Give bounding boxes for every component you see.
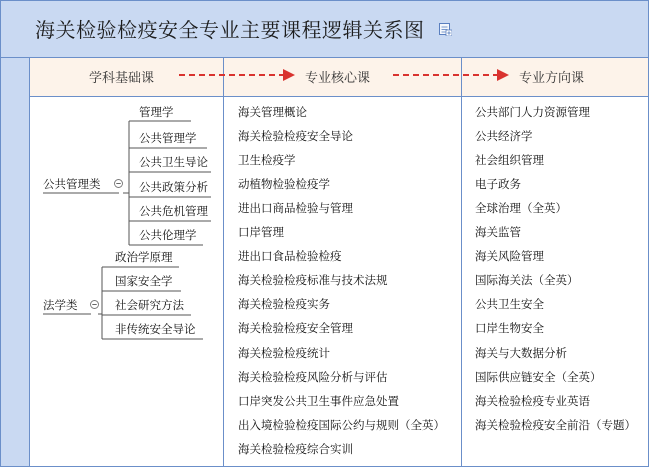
direction-course[interactable]: 海关监管 bbox=[475, 225, 521, 239]
direction-course[interactable]: 国际供应链安全（全英） bbox=[475, 370, 602, 384]
foundation-course[interactable]: 国家安全学 bbox=[115, 274, 173, 288]
column-header-foundation: 学科基础课 bbox=[89, 71, 155, 86]
direction-course[interactable]: 海关检验检疫专业英语 bbox=[475, 394, 590, 408]
category-law[interactable]: 法学类 bbox=[43, 298, 78, 312]
core-course[interactable]: 海关检验检疫实务 bbox=[238, 297, 330, 311]
core-course[interactable]: 卫生检疫学 bbox=[238, 153, 296, 167]
foundation-course[interactable]: 非传统安全导论 bbox=[115, 322, 196, 336]
direction-course[interactable]: 国际海关法（全英） bbox=[475, 273, 579, 287]
core-course[interactable]: 海关检验检疫风险分析与评估 bbox=[238, 370, 388, 384]
core-course[interactable]: 进出口食品检验检疫 bbox=[238, 249, 342, 263]
direction-course[interactable]: 公共部门人力资源管理 bbox=[475, 105, 590, 119]
collapse-icon[interactable] bbox=[90, 300, 99, 309]
category-public-admin[interactable]: 公共管理类 bbox=[43, 177, 101, 191]
direction-course[interactable]: 公共经济学 bbox=[475, 129, 533, 143]
foundation-course[interactable]: 政治学原理 bbox=[115, 250, 173, 264]
foundation-course[interactable]: 公共管理学 bbox=[139, 131, 197, 145]
direction-course[interactable]: 全球治理（全英） bbox=[475, 201, 567, 215]
direction-course[interactable]: 海关与大数据分析 bbox=[475, 346, 567, 360]
foundation-course[interactable]: 社会研究方法 bbox=[115, 298, 184, 312]
foundation-course[interactable]: 公共危机管理 bbox=[139, 204, 208, 218]
direction-course[interactable]: 电子政务 bbox=[475, 177, 521, 191]
direction-course[interactable]: 口岸生物安全 bbox=[475, 321, 544, 335]
page-title: 海关检验检疫安全专业主要课程逻辑关系图 bbox=[35, 18, 425, 42]
core-course[interactable]: 口岸突发公共卫生事件应急处置 bbox=[238, 394, 399, 408]
core-course[interactable]: 海关检验检疫标准与技术法规 bbox=[238, 273, 388, 287]
direction-course[interactable]: 公共卫生安全 bbox=[475, 297, 544, 311]
core-course[interactable]: 海关检验检疫综合实训 bbox=[238, 442, 353, 456]
collapse-icon[interactable] bbox=[114, 179, 123, 188]
core-course[interactable]: 海关检验检疫安全导论 bbox=[238, 129, 353, 143]
direction-course[interactable]: 社会组织管理 bbox=[475, 153, 544, 167]
core-course[interactable]: 进出口商品检验与管理 bbox=[238, 201, 353, 215]
core-course[interactable]: 海关管理概论 bbox=[238, 105, 307, 119]
core-course[interactable]: 海关检验检疫安全管理 bbox=[238, 321, 353, 335]
core-course[interactable]: 出入境检验检疫国际公约与规则（全英） bbox=[238, 418, 445, 432]
direction-course[interactable]: 海关风险管理 bbox=[475, 249, 544, 263]
foundation-course[interactable]: 管理学 bbox=[139, 105, 174, 119]
foundation-course[interactable]: 公共伦理学 bbox=[139, 228, 197, 242]
foundation-course[interactable]: 公共卫生导论 bbox=[139, 155, 208, 169]
core-course[interactable]: 海关检验检疫统计 bbox=[238, 346, 330, 360]
direction-course[interactable]: 海关检验检疫安全前沿（专题） bbox=[475, 418, 636, 432]
core-course[interactable]: 口岸管理 bbox=[238, 225, 284, 239]
foundation-course[interactable]: 公共政策分析 bbox=[139, 180, 208, 194]
column-header-core: 专业核心课 bbox=[305, 71, 371, 86]
column-header-direction: 专业方向课 bbox=[519, 71, 585, 86]
core-course[interactable]: 动植物检验检疫学 bbox=[238, 177, 330, 191]
